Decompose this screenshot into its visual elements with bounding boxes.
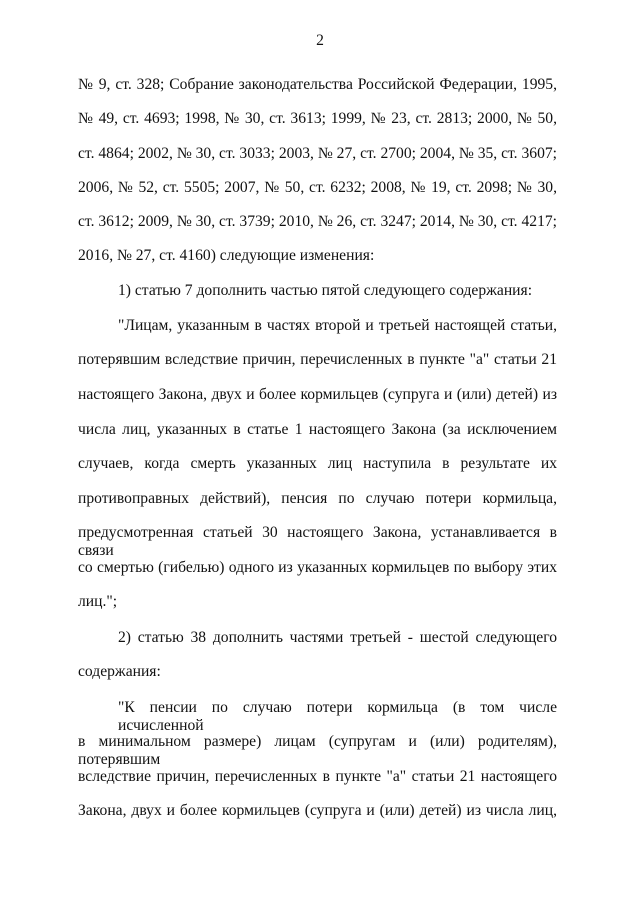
text-line: № 9, ст. 328; Собрание законодательства Российской Федерации, 1995,: [78, 76, 557, 93]
page-number: 2: [316, 32, 324, 49]
text-line: настоящего Закона, двух и более кормильцев (супруга и (или) детей) из: [78, 386, 557, 403]
text-line: лиц.";: [78, 593, 118, 610]
text-line: числа лиц, указанных в статье 1 настоящего Закона (за исключением: [78, 421, 557, 438]
text-line: Закона, двух и более кормильцев (супруга и (или) детей) из числа лиц,: [78, 802, 557, 819]
text-line: предусмотренная статьей 30 настоящего Закона, устанавливается в связи: [78, 524, 557, 559]
text-line: № 49, ст. 4693; 1998, № 30, ст. 3613; 1999, № 23, ст. 2813; 2000, № 50,: [78, 110, 557, 127]
text-line: потерявшим вследствие причин, перечисленных в пункте "а" статьи 21: [78, 351, 557, 368]
text-line: "Лицам, указанным в частях второй и третьей настоящей статьи,: [118, 317, 557, 334]
text-line: содержания:: [78, 663, 161, 680]
text-line: со смертью (гибелью) одного из указанных кормильцев по выбору этих: [78, 559, 557, 576]
text-line: противоправных действий), пенсия по случаю потери кормильца,: [78, 490, 557, 507]
text-line: в минимальном размере) лицам (супругам и (или) родителям), потерявшим: [78, 733, 557, 768]
text-line: ст. 3612; 2009, № 30, ст. 3739; 2010, № 26, ст. 3247; 2014, № 30, ст. 4217;: [78, 213, 557, 230]
text-line: случаев, когда смерть указанных лиц наступила в результате их: [78, 455, 557, 472]
text-line: вследствие причин, перечисленных в пункте "а" статьи 21 настоящего: [78, 768, 557, 785]
text-line: 2016, № 27, ст. 4160) следующие изменения:: [78, 247, 375, 264]
text-line: ст. 4864; 2002, № 30, ст. 3033; 2003, № 27, ст. 2700; 2004, № 35, ст. 3607;: [78, 145, 557, 162]
text-line: 1) статью 7 дополнить частью пятой следующего содержания:: [118, 282, 533, 299]
text-line: "К пенсии по случаю потери кормильца (в том числе исчисленной: [118, 699, 557, 734]
text-line: 2006, № 52, ст. 5505; 2007, № 50, ст. 6232; 2008, № 19, ст. 2098; № 30,: [78, 179, 557, 196]
text-line: 2) статью 38 дополнить частями третьей - шестой следующего: [118, 629, 557, 646]
